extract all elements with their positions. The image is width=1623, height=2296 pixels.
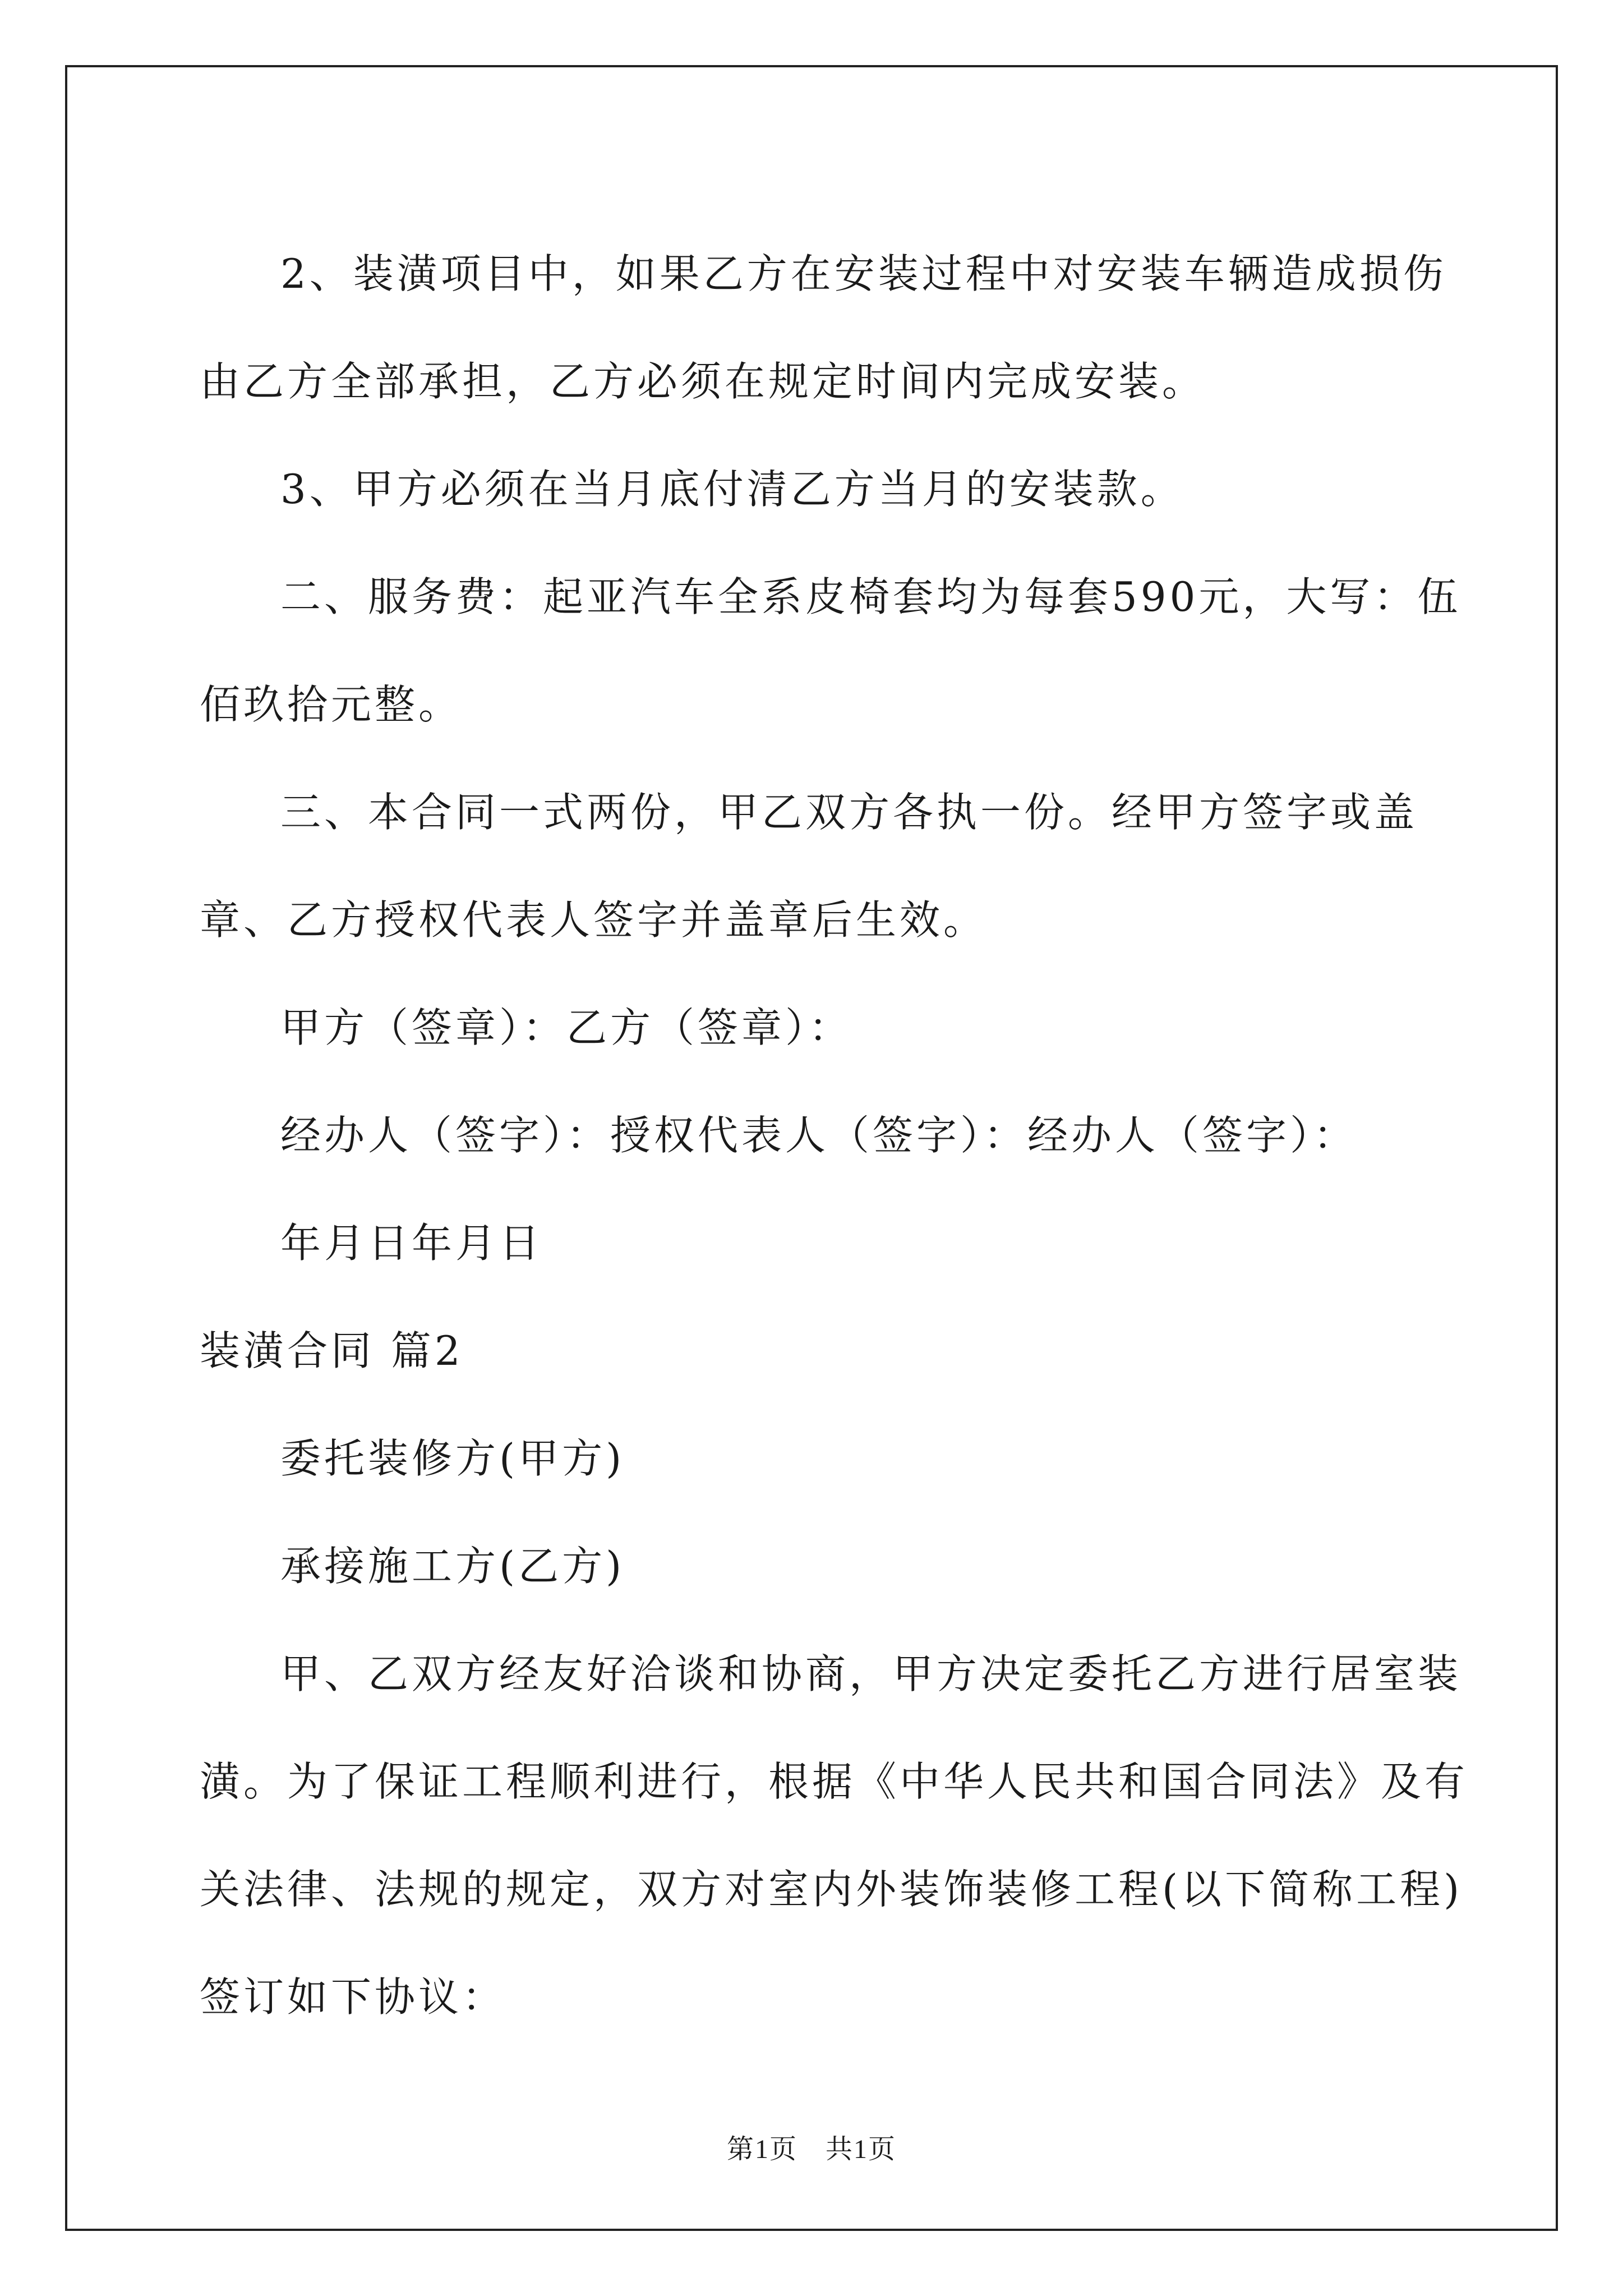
page-number-footer: 第1页 共1页: [726, 2134, 896, 2164]
signature-agents-line: 经办人（签字）：授权代表人（签字）：经办人（签字）：: [280, 1112, 1358, 1159]
document-body: [200, 220, 1478, 2051]
party-a-line: 委托装修方(甲方): [280, 1435, 625, 1482]
contract-2-preamble: 甲、乙双方经友好洽谈和协商，甲方决定委托乙方进行居室装潢。为了保证工程顺利进行，根据《中华人民共和国合同法》及有关法律、法规的规定，双方对室内外装饰装修工程(以下简称工程)签订如下协议：: [200, 1650, 1469, 2021]
party-b-line: 承接施工方(乙方): [280, 1543, 625, 1590]
section-copies-effect: 三、本合同一式两份，甲乙双方各执一份。经甲方签字或盖章、乙方授权代表人签字并盖章后生效。: [200, 789, 1418, 944]
signature-date-line: 年月日年月日: [280, 1220, 543, 1267]
signature-parties-line: 甲方（签章）：乙方（签章）：: [280, 1004, 853, 1051]
clause-3-payment: 3、甲方必须在当月底付清乙方当月的安装款。: [280, 466, 1184, 513]
section-service-fee: 二、服务费：起亚汽车全系皮椅套均为每套590元，大写：伍佰玖拾元整。: [200, 573, 1461, 728]
contract-2-title: 装潢合同 篇2: [200, 1327, 464, 1374]
clause-2-installation-damage: 2、装潢项目中，如果乙方在安装过程中对安装车辆造成损伤由乙方全部承担，乙方必须在规定时间内完成安装。: [200, 250, 1447, 405]
